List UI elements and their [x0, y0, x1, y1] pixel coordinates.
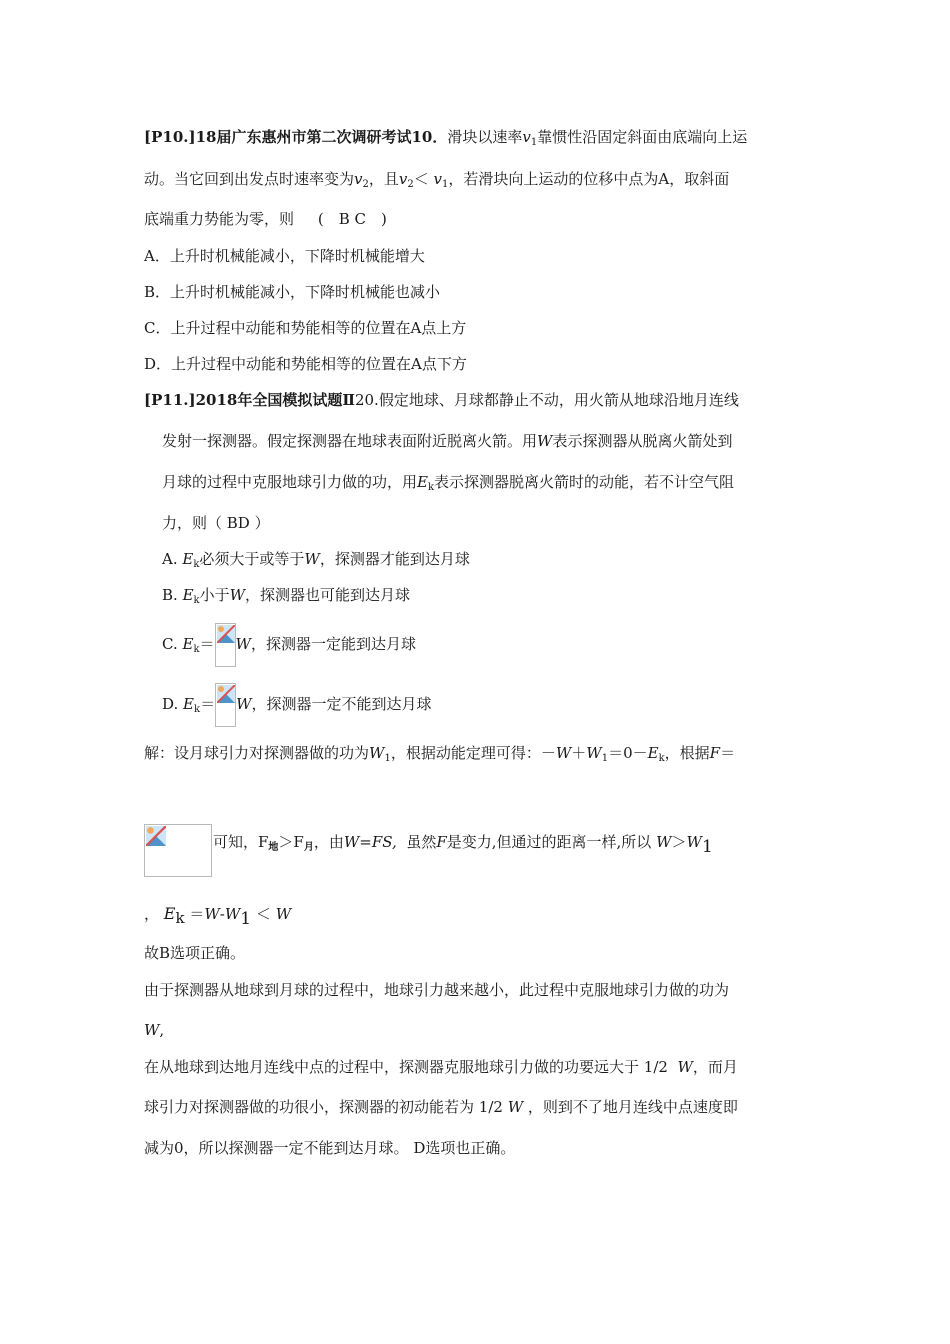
sub: k — [193, 644, 200, 655]
sub: 1 — [442, 179, 449, 190]
text: 是变力,但通过的距离一样,所以 — [446, 833, 652, 851]
text: 可知，F — [213, 833, 269, 851]
sub: 1 — [384, 753, 391, 764]
p11-line3 — [162, 472, 734, 498]
var-v: v — [433, 170, 443, 188]
text: ＝ — [199, 635, 215, 653]
var-e: E — [163, 904, 176, 923]
text: , — [159, 1021, 165, 1039]
p11-option-d — [162, 682, 432, 732]
sub: 1 — [240, 909, 252, 929]
text: 月球的过程中克服地球引力做的功，用 — [162, 473, 418, 491]
p10-line3 — [144, 209, 387, 229]
var-w: W — [555, 744, 572, 762]
text: ，且 — [368, 170, 399, 188]
sub: k — [658, 753, 665, 764]
solution-line9: 减为0，所以探测器一定不能到达月球。 D选项也正确。 — [144, 1139, 516, 1157]
text: ，探测器一定能到达月球 — [250, 635, 416, 653]
var-v: v — [354, 170, 363, 188]
var-w: W — [686, 833, 702, 851]
text: ，则到不了地月连线中点速度即 — [527, 1098, 738, 1116]
text: 表示探测器脱离火箭时的动能，若不计空气阻 — [434, 473, 735, 491]
var-w: W — [275, 905, 292, 923]
label: B. — [162, 586, 178, 604]
var-e: E — [182, 635, 194, 653]
p11-option-b — [162, 585, 410, 611]
sub: k — [193, 595, 200, 606]
sub: k — [175, 909, 185, 927]
text: ＝ — [720, 744, 736, 762]
text: ，若滑块向上运动的位移中点为A，取斜面 — [448, 170, 730, 188]
var-w: W — [507, 1098, 524, 1116]
var-w: W — [677, 1058, 693, 1076]
text: 20.假定地球、月球都静止不动，用火箭从地球沿地月连线 — [354, 391, 739, 409]
broken-image-icon — [215, 683, 236, 727]
solution-line2 — [213, 832, 713, 858]
formula: W=FS, — [343, 833, 397, 851]
text: ，而月 — [692, 1058, 738, 1076]
text: ，由 — [313, 833, 344, 851]
text: 表示探测器从脱离火箭处到 — [552, 432, 733, 450]
var-w: W — [369, 744, 385, 762]
text: ，根据动能定理可得：－ — [390, 744, 556, 762]
var-w: W — [586, 744, 602, 762]
text: - — [219, 905, 225, 923]
p10-option-c: C．上升过程中动能和势能相等的位置在A点上方 — [144, 319, 467, 337]
text: ＝0－ — [608, 744, 648, 762]
p11-source: 2018年全国模拟试题Ⅱ — [195, 391, 355, 409]
solution-line1 — [144, 743, 735, 769]
sub: k — [193, 559, 200, 570]
text: ，探测器也可能到达月球 — [245, 586, 411, 604]
text: ＝ — [189, 905, 205, 923]
text: 在从地球到达地月连线中点的过程中，探测器克服地球引力做的功要远大于 1/2 — [144, 1058, 668, 1076]
text: ＜ — [255, 905, 271, 923]
var-e: E — [417, 473, 428, 491]
solution-line4: 故B选项正确。 — [144, 944, 246, 962]
p11-line2 — [162, 431, 732, 451]
text: ＜ — [413, 170, 429, 188]
text: 小于 — [199, 586, 230, 604]
solution-line5: 由于探测器从地球到月球的过程中，地球引力越来越小，此过程中克服地球引力做的功为 — [144, 981, 730, 999]
var-e: E — [183, 695, 194, 713]
p11-option-a — [162, 549, 470, 575]
var-w: W — [656, 833, 672, 851]
p10-line2 — [144, 169, 729, 195]
var-w: W — [236, 695, 252, 713]
text: ，探测器一定不能到达月球 — [251, 695, 432, 713]
p10-option-b: B．上升时机械能减小，下降时机械能也减小 — [144, 283, 441, 301]
text: ＞ — [671, 833, 687, 851]
text: 必须大于或等于 — [199, 550, 305, 568]
answer: ( B C ) — [317, 210, 387, 228]
p10-source: 18届广东惠州市第二次调研考试10． — [195, 128, 448, 146]
var-w: W — [235, 635, 251, 653]
p11-option-c — [162, 622, 416, 672]
var-f: F — [709, 744, 721, 762]
solution-line6 — [144, 1020, 164, 1040]
sub: 1 — [701, 837, 713, 857]
var-v: v — [398, 170, 408, 188]
sub: k — [194, 704, 201, 715]
label: D. — [162, 695, 179, 713]
var-w: W — [144, 1021, 160, 1039]
p11-tag: [P11.] — [144, 391, 196, 409]
text: ， — [144, 905, 160, 923]
text: 滑块以速率 — [447, 128, 523, 146]
p10-option-d: D．上升过程中动能和势能相等的位置在A点下方 — [144, 355, 467, 373]
text: 底端重力势能为零，则 — [144, 210, 295, 228]
text: ＋ — [571, 744, 587, 762]
var-e: E — [182, 586, 194, 604]
solution-line3 — [144, 904, 291, 929]
p10-option-a: A．上升时机械能减小，下降时机械能增大 — [144, 247, 425, 265]
var-w: W — [229, 586, 246, 604]
label: A. — [162, 550, 178, 568]
text: 球引力对探测器做的功很小，探测器的初动能若为 1/2 — [144, 1098, 503, 1116]
var-w: W — [224, 905, 241, 923]
var-w: W — [304, 550, 320, 568]
broken-image-icon — [144, 824, 212, 877]
text: 解：设月球引力对探测器做的功为 — [144, 744, 370, 762]
var-w: W — [204, 905, 220, 923]
text: ＞F — [278, 833, 304, 851]
sub: 月 — [303, 842, 314, 853]
p10-line1 — [144, 127, 747, 153]
label: C. — [162, 635, 178, 653]
text: ＝ — [200, 695, 216, 713]
sub: 2 — [362, 179, 369, 190]
sub: 1 — [601, 753, 609, 764]
broken-image-icon — [215, 623, 236, 667]
p10-tag: [P10.] — [144, 128, 196, 146]
solution-line7 — [144, 1057, 738, 1077]
text: 虽然 — [406, 833, 437, 851]
sub: k — [427, 482, 435, 493]
p11-line4: 力，则（ BD ） — [162, 514, 270, 532]
var-w: W — [537, 432, 553, 450]
text: ，探测器才能到达月球 — [319, 550, 470, 568]
text: 靠惯性沿固定斜面由底端向上运 — [537, 128, 748, 146]
var-e: E — [182, 550, 194, 568]
text: 动。当它回到出发点时速率变为 — [144, 170, 355, 188]
sub: 2 — [407, 179, 414, 190]
var-e: E — [647, 744, 659, 762]
var-v: v — [522, 128, 531, 146]
text: ，根据 — [664, 744, 710, 762]
solution-line8 — [144, 1097, 738, 1117]
sub: 1 — [530, 137, 538, 148]
var-f: F — [436, 833, 447, 851]
p11-line1 — [144, 390, 739, 410]
sub: 地 — [268, 842, 279, 853]
text: 发射一探测器。假定探测器在地球表面附近脱离火箭。用 — [162, 432, 538, 450]
